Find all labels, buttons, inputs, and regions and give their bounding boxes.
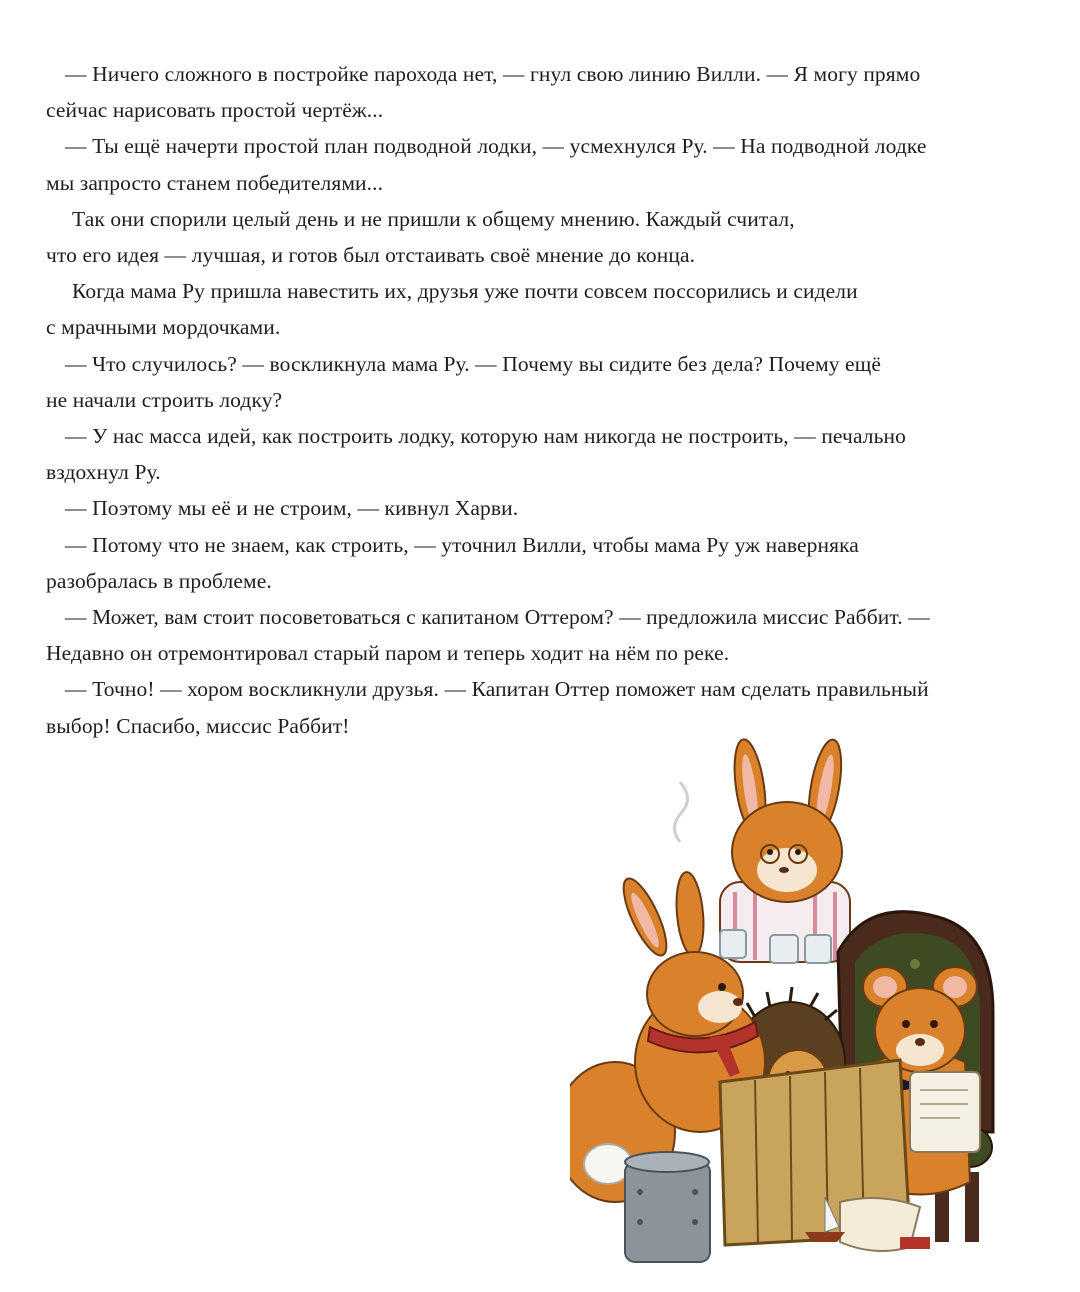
paragraph bbox=[46, 527, 1046, 599]
paragraph bbox=[46, 490, 1046, 526]
tea-cups bbox=[720, 930, 831, 963]
paragraph bbox=[46, 56, 1046, 128]
text-line: выбор! Спасибо, миссис Раббит! bbox=[46, 713, 350, 738]
paragraph bbox=[46, 201, 1046, 273]
text-line: не начали строить лодку? bbox=[46, 387, 283, 412]
paragraph bbox=[46, 128, 1046, 200]
text-line: что его идея — лучшая, и готов был отстаивать своё мнение до конца. bbox=[46, 243, 696, 268]
story-text bbox=[46, 56, 1046, 744]
illustration-drawing bbox=[570, 732, 1070, 1282]
paragraph bbox=[46, 346, 1046, 418]
text-line: — Поэтому мы её и не строим, — кивнул Харви. bbox=[65, 496, 519, 521]
text-line: — Ты ещё начерти простой план подводной лодки, — усмехнулся Ру. — На подводной лодке bbox=[65, 134, 927, 159]
text-line: с мрачными мордочками. bbox=[46, 315, 281, 340]
paragraph bbox=[46, 418, 1046, 490]
text-line: Когда мама Ру пришла навестить их, друзья уже почти совсем поссорились и сидели bbox=[72, 279, 858, 304]
animal-friends-illustration bbox=[570, 732, 1070, 1282]
mother-rabbit bbox=[720, 737, 850, 962]
text-line: Недавно он отремонтировал старый паром и теперь ходит на нём по реке. bbox=[46, 641, 730, 666]
text-line: — Что случилось? — воскликнула мама Ру. — Почему вы сидите без дела? Почему ещё bbox=[65, 351, 881, 376]
text-line: мы запросто станем победителями... bbox=[46, 170, 384, 195]
text-line: сейчас нарисовать простой чертёж... bbox=[46, 98, 384, 123]
text-line: вздохнул Ру. bbox=[46, 460, 161, 485]
paragraph bbox=[46, 273, 1046, 345]
text-line: — Потому что не знаем, как строить, — уточнил Вилли, чтобы мама Ру уж наверняка bbox=[65, 532, 859, 557]
text-line: Так они спорили целый день и не пришли к общему мнению. Каждый считал, bbox=[72, 206, 795, 231]
steam-wisp bbox=[674, 782, 687, 842]
paragraph bbox=[46, 599, 1046, 671]
text-line: — Точно! — хором воскликнули друзья. — Капитан Оттер поможет нам сделать правильный bbox=[65, 677, 929, 702]
text-line: — Может, вам стоит посоветоваться с капитаном Оттером? — предложила миссис Раббит. — bbox=[65, 605, 930, 630]
text-line: — Ничего сложного в постройке парохода нет, — гнул свою линию Вилли. — Я могу прямо bbox=[65, 62, 921, 86]
text-line: разобралась в проблеме. bbox=[46, 568, 272, 593]
text-line: — У нас масса идей, как построить лодку, которую нам никогда не построить, — печально bbox=[65, 424, 906, 449]
